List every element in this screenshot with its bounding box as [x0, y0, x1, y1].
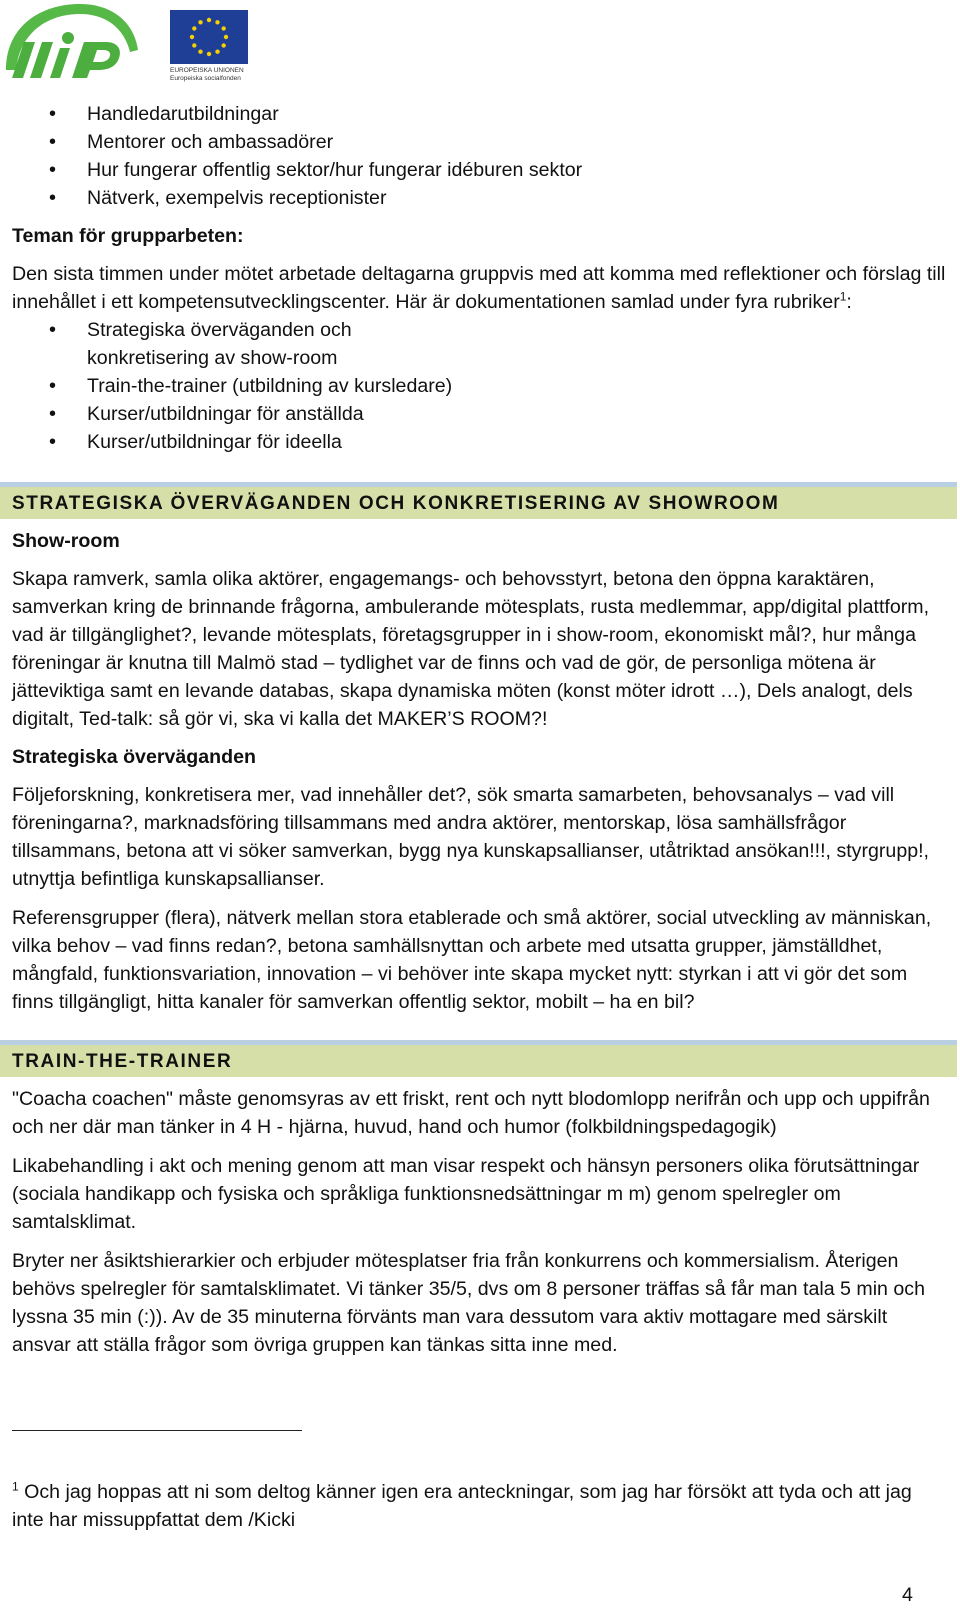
list-item-line: • Strategiska överväganden och [87, 319, 352, 341]
showroom-heading: Show-room [12, 530, 120, 552]
themes-bullet-list [12, 316, 947, 456]
intro-bullet-list [12, 100, 947, 212]
list-item: • Nätverk, exempelvis receptionister [12, 184, 947, 212]
footnote-number: 1 [12, 1479, 19, 1494]
showroom-paragraph: Skapa ramverk, samla olika aktörer, engagemangs- och behovsstyrt, betona den öppna karaktären, samverkan kring de brinnande frågorna, ambulerande mötesplats, rusta medlemmar, app/digital plattform, vad är tillgänglighet?, levande mötesplats, företagsgrupper in i show-room, ekonomiskt mål?, hur många föreningar är knutna till Malmö stad – tydlighet var de finns och vad de gör, de personliga mötena är jätteviktiga samt en levande databas, skapa dynamiska möten (konst möter idrott …), Dels analogt, dels digitalt, Ted-talk: så gör vi, ska vi kalla det MAKER’S ROOM?! [12, 568, 930, 730]
eu-logo-line2: Europeiska socialfonden [170, 74, 241, 82]
footnote-divider [12, 1430, 302, 1431]
footnote-text: Och jag hoppas att ni som deltog känner igen era anteckningar, som jag har försökt att tyda och att jag inte har missuppfattat dem /Kicki [12, 1481, 912, 1531]
footnote-reference[interactable]: 1 [839, 289, 847, 304]
list-item: • Kurser/utbildningar för anställda [12, 400, 947, 428]
list-item: • Mentorer och ambassadörer [12, 128, 947, 156]
eu-logo-text [170, 67, 260, 82]
list-item: • Handledarutbildningar [12, 100, 947, 128]
list-item-line: konkretisering av show-room [87, 347, 338, 369]
strategic-paragraph-1: Följeforskning, konkretisera mer, vad innehåller det?, sök smarta samarbeten, behovsanalys – vad vill föreningarna?, marknadsföring tillsammans med andra aktörer, mentorskap, lösa samhällsfrågor tillsammans, betona att vi söker samverkan, bygg nya kunskapsallianser, utåtriktad ansökan!!!, styrgrupp!, utnyttja befintliga kunskapsallianser. [12, 784, 930, 890]
themes-paragraph-text: Den sista timmen under mötet arbetade deltagarna gruppvis med att komma med reflektioner och förslag till innehållet i ett kompetensutvecklingscenter. Här är dokumentationen samlad under fyra rubriker [12, 263, 946, 313]
section-heading-train-the-trainer: TRAIN-THE-TRAINER [0, 1040, 957, 1077]
strategic-heading: Strategiska överväganden [12, 746, 256, 768]
footnote [12, 1478, 947, 1534]
list-item [12, 316, 947, 372]
eu-logo [170, 10, 250, 82]
eu-flag-icon [170, 10, 248, 64]
eu-logo-line1: EUROPEISKA UNIONEN [170, 67, 244, 74]
list-item: • Hur fungerar offentlig sektor/hur fungerar idéburen sektor [12, 156, 947, 184]
page-number: 4 [902, 1584, 913, 1606]
mip-logo [2, 0, 142, 84]
train-paragraph-1: "Coacha coachen" måste genomsyras av ett friskt, rent och nytt blodomlopp nerifrån och upp och uppifrån och ner där man tänker in 4 H - hjärna, huvud, hand och humor (folkbildningspedagogik) [12, 1088, 930, 1138]
themes-paragraph-tail: : [846, 291, 852, 313]
strategic-paragraph-2: Referensgrupper (flera), nätverk mellan stora etablerade och små aktörer, social utveckling av människan, vilka behov – vad finns redan?, betona samhällsnyttan och arbete med utsatta grupper, jämställdhet, mångfald, funktionsvariation, innovation – vi behöver inte skapa mycket nytt: styrkan i att vi gör det som finns tillgängligt, hitta kanaler för samverkan offentlig sektor, mobilt – ha en bil? [12, 907, 932, 1013]
section-heading-strategic: STRATEGISKA ÖVERVÄGANDEN OCH KONKRETISERING AV SHOWROOM [0, 482, 957, 519]
train-paragraph-3: Bryter ner åsiktshierarkier och erbjuder mötesplatser fria från konkurrens och kommersialism. Återigen behövs spelregler för samtalsklimatet. Vi tänker 35/5, dvs om 8 personer träffas så får man tala 5 min och lyssna 35 min (:)). Av de 35 minuterna förvänts man vara dessutom vara aktiv mottagare med särskilt ansvar att ställa frågor som övriga gruppen kan tänkas sitta inne med. [12, 1250, 925, 1356]
train-paragraph-2: Likabehandling i akt och mening genom att man visar respekt och hänsyn personers olika förutsättningar (sociala handikapp och fysiska och språkliga funktionsnedsättningar m m) genom spelregler om samtalsklimat. [12, 1155, 920, 1233]
list-item: • Kurser/utbildningar för ideella [12, 428, 947, 456]
main-content [12, 100, 947, 1359]
themes-heading: Teman för grupparbeten: [12, 225, 244, 247]
list-item: • Train-the-trainer (utbildning av kursledare) [12, 372, 947, 400]
themes-paragraph [12, 260, 947, 316]
